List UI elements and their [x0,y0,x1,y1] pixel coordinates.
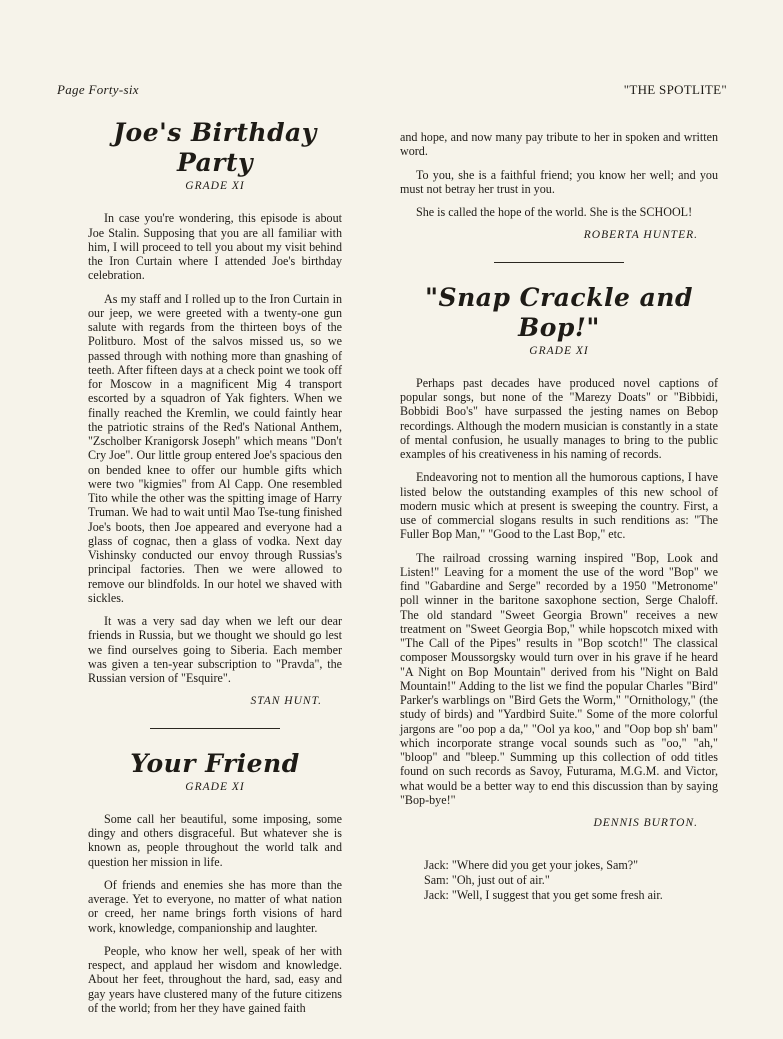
section-divider [494,262,624,263]
paragraph: It was a very sad day when we left our dear friends in Russia, but we thought we should go lest we find ourselves going to Siberia. Each member was given a ten-year subscription to "Pravda", the Russian version of "Esquire". [88,614,342,685]
story-byline: STAN HUNT. [250,695,322,708]
story-grade: GRADE XI [185,180,245,192]
joke-line: Jack: "Where did you get your jokes, Sam?" [424,858,639,873]
paragraph: In case you're wondering, this episode is about Joe Stalin. Supposing that you are all familiar with him, I will proceed to tell you about my visit behind the Iron Curtain where I attended Joe's birthday celebration. [88,211,342,283]
story-byline: ROBERTA HUNTER. [583,229,698,242]
section-divider [150,728,280,729]
joke-line: Jack: "Well, I suggest that you get some fresh air. [424,888,663,903]
paragraph: and hope, and now many pay tribute to her in spoken and written word. [400,130,718,159]
page-header [57,82,727,98]
page-number: Page Forty-six [57,82,139,97]
story-title-birthday: Joe's Birthday Party [113,118,317,177]
paragraph: She is called the hope of the world. She is the SCHOOL! [416,205,693,219]
paragraph: Perhaps past decades have produced novel captions of popular songs, but none of the "Marezy Doats" or "Bibbidi, Bobbidi Boo's" have surpassed the jesting names on Bebop recordings. Although the modern musician is constantly in a state of mental confusion, he usually manages to bring to the public examples of his creativeness in his naming of records. [400,375,718,461]
paragraph: Of friends and enemies she has more than the average. Yet to everyone, no matter of what nation or creed, her name brings forth visions of hard work, knowledge, companionship and laughter. [88,877,342,935]
paragraph: Endeavoring not to mention all the humorous captions, I have listed below the outstanding examples of this new school of modern music which at present is sweeping the country. First, a use of commercial slogans results in such renditions as: "The Fuller Bop Man," "Good to the Last Bop," etc. [400,470,718,542]
story-grade: GRADE XI [185,780,245,793]
story-byline: DENNIS BURTON. [593,817,698,829]
paragraph: The railroad crossing warning inspired "Bop, Look and Listen!" Leaving for a moment the use of the word "Bop" we find "Gabardine and Serge" recorded by a 1950 "Metronome" poll winner in the baritone saxophone section, Serge Chaloff. The old standard "Sweet Georgia Brown" receives a new treatment on "Sweet Georgia Bop," while hopscotch mixed with "The Call of the Pipes" results in "Bop scotch!" The classical composer Moussorgsky would turn over in his grave if he heard "A Night on Bop Mountain" derived from his "Night on Bald Mountain!" Adding to the list we find the popular Charles "Bird" Parker's warblings on "Bird Gets the Worm," "Ornithology," (the study of birds) and "Yardbird Suite." Some of the more colorful jargons are "oo pop a da," "Ool ya koo," and "Oop bop sh' bam" which incorporate strange vocal sounds such as "oo," "ah," "bloop" and "bleep." Summing up this collection of odd titles found on such records as Savoy, Futurama, M.G.M. and Victor, what would be a better way to end this discussion than by saying "Bop-bye!" [400,550,718,807]
paragraph: As my staff and I rolled up to the Iron Curtain in our jeep, we were greeted with a twenty-one gun salute with regards from the thirteen boys of the Politburo. Most of the salvos missed us, so we passed through with nothing more than gnashing of teeth. After fifteen days at a check point we took off for Moscow in a magnificent Mig 4 transport escorted by a squadron of Yak fighters. When we finally reached the Kremlin, we could faintly hear the patriotic strains of the Red's National Anthem, "Zscholber Kranigorsk Joseph" which means "Don't Cry Joe". Our little group entered Joe's spacious den on bended knee to offer our humble gifts which were two "kigmies" from Al Capp. One resembled Tito while the other was the spitting image of Harry Truman. We had to wait until Mao Tse-tung finished Joe's boots, then Joe appeared and everyone had a glass of cognac, then a glass of vodka. Next day Vishinsky conducted our envoy through Russias's principal factories. Then we were allowed to remove our blindfolds. In our hotel we shaved with sickles. [88,291,342,605]
story-title-bop: "Snap Crackle and Bop!" [425,282,693,342]
story-grade: GRADE XI [529,344,589,357]
paragraph: To you, she is a faithful friend; you know her well; and you must not betray her trust in you. [400,167,718,196]
left-column [88,118,342,1024]
story-title-friend: Your Friend [130,748,300,778]
right-column [400,130,718,903]
paragraph: Some call her beautiful, some imposing, some dingy and others disgraceful. But whatever she is known as, people throughout the world talk and question her mission in life. [88,811,342,869]
joke-block [400,858,718,903]
publication-name: "THE SPOTLITE" [623,82,727,97]
paragraph: People, who know her well, speak of her with respect, and applaud her wisdom and knowledge. About her feet, throughout the hard, sad, easy and gay years have clustered many of the future citizens of the world; from her they have gained faith [88,943,342,1015]
joke-line: Sam: "Oh, just out of air." [424,873,550,888]
